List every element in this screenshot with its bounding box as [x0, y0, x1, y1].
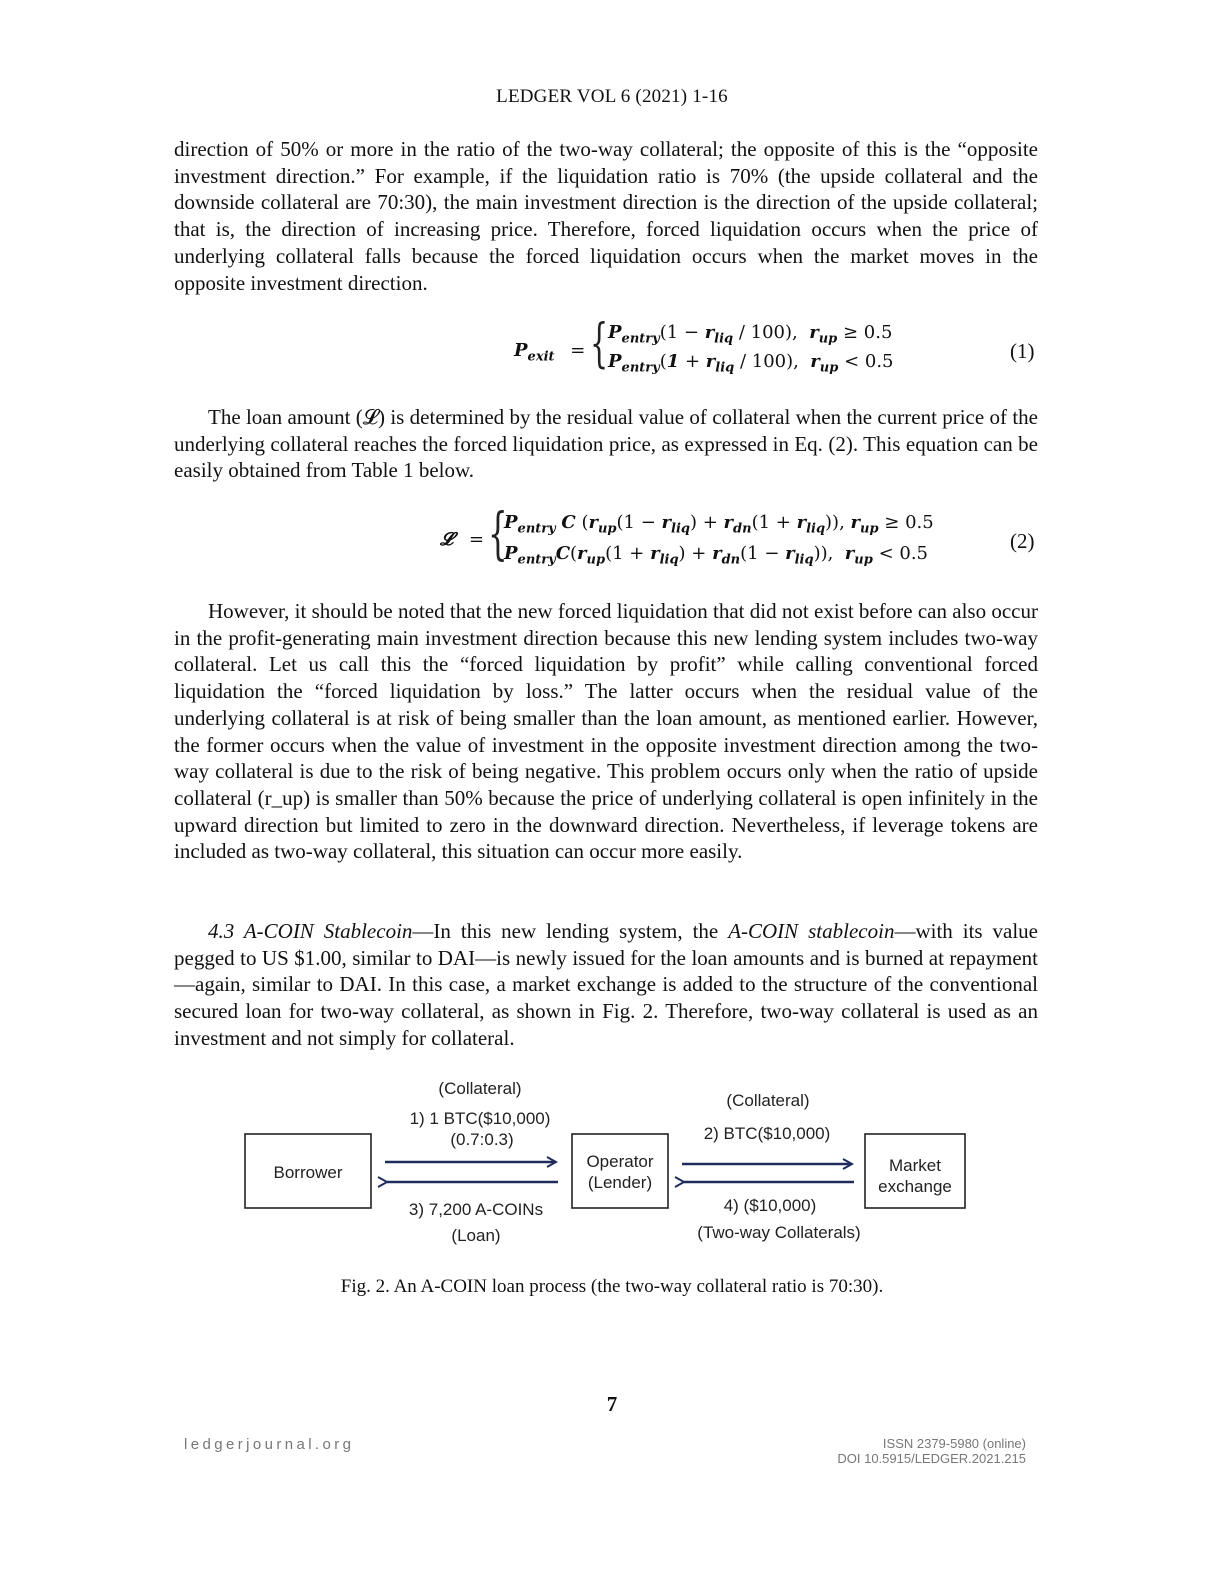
eq2-number: (2)	[1010, 529, 1035, 553]
right-bottom-label-1: 4) ($10,000)	[723, 1196, 817, 1215]
right-top-label-2: 2) BTC($10,000)	[703, 1124, 831, 1143]
paragraph-3: However, it should be noted that the new forced liquidation that did not exist before can also occur in the profit-generating main investment direction because this new lending system includes two-way collateral. Let us call this the “forced liquidation by profit” while calling conventional forced liquidation the “forced liquidation by loss.” The latter occurs when the residual value of the underlying collateral is at risk of being smaller than the loan amount, as mentioned earlier. However, the former occurs when the value of investment in the opposite investment direction among the two-way collateral is due to the risk of being negative. This problem occurs only when the ratio of upside collateral (r_up) is smaller than 50% because the price of underlying collateral is open infinitely in the upward direction but limited to zero in the downward direction. Nevertheless, if leverage tokens are included as two-way collateral, this situation can occur more easily.	[174, 599, 1038, 864]
eq1-number: (1)	[1010, 339, 1035, 363]
eq2-case2-cond: < 0.5	[878, 543, 928, 564]
eq1-lhs-sub: exit	[527, 349, 555, 365]
footer-site: ledgerjournal.org	[184, 1436, 355, 1453]
p4-dash: —In this new lending system, the	[412, 919, 729, 943]
operator-box	[572, 1134, 668, 1208]
eq2-case1-cond: ≥ 0.5	[884, 512, 934, 533]
left-top-label-1: (Collateral)	[438, 1079, 522, 1098]
left-bottom-label-2: (Loan)	[451, 1226, 501, 1245]
left-top-label-3: (0.7:0.3)	[450, 1130, 514, 1149]
figure-caption: Fig. 2. An A-COIN loan process (the two-way collateral ratio is 70:30).	[340, 1276, 884, 1297]
left-top-label-2: 1) 1 BTC($10,000)	[409, 1109, 551, 1128]
eq1-case2-cond: < 0.5	[844, 351, 894, 372]
p4-rest: —with its value pegged to US $1.00, similar to DAI—is newly issued for the loan amounts and is burned at repayment—again, similar to DAI. In this case, a market exchange is added to the structure of the conventional secured loan for two-way collateral, as shown in Fig. 2. Therefore, two-way collateral is used as an investment and not simply for collateral.	[174, 919, 1039, 1050]
running-header: LEDGER VOL 6 (2021) 1-16	[496, 86, 728, 107]
paragraph-2: The loan amount (𝓛) is determined by the residual value of collateral when the current price of the underlying collateral reaches the forced liquidation price, as expressed in Eq. (2). This equation can be easily obtained from Table 1 below.	[174, 405, 1038, 483]
a-coin-term: A-COIN stablecoin	[728, 919, 895, 943]
paragraph-1: direction of 50% or more in the ratio of the two-way collateral; the opposite of this is the “opposite investment direction.” For example, if the liquidation ratio is 70% (the upside collateral and the downside collateral are 70:30), the main investment direction is the direction of the upside collateral; that is, the direction of increasing price. Therefore, forced liquidation occurs when the price of underlying collateral falls because the forced liquidation occurs when the market moves in the opposite investment direction.	[174, 137, 1038, 295]
eq2-lhs: 𝓛	[440, 529, 454, 550]
footer-doi: DOI 10.5915/LEDGER.2021.215	[837, 1451, 1026, 1466]
left-bottom-label-1: 3) 7,200 A-COINs	[408, 1200, 544, 1219]
borrower-label: Borrower	[273, 1163, 343, 1182]
market-label-2: exchange	[878, 1177, 952, 1196]
page-number: 7	[606, 1392, 618, 1416]
eq1-case1-cond: ≥ 0.5	[842, 322, 893, 343]
right-top-label-1: (Collateral)	[726, 1091, 810, 1110]
eq1-lhs: P	[514, 340, 528, 361]
section-heading: 4.3 A-COIN Stablecoin	[208, 919, 413, 943]
operator-label-2: (Lender)	[587, 1173, 653, 1192]
operator-label-1: Operator	[586, 1152, 654, 1171]
market-label-1: Market	[889, 1156, 941, 1175]
footer-ids	[837, 1436, 1026, 1466]
footer-issn: ISSN 2379-5980 (online)	[882, 1436, 1026, 1451]
right-bottom-label-2: (Two-way Collaterals)	[697, 1223, 861, 1242]
